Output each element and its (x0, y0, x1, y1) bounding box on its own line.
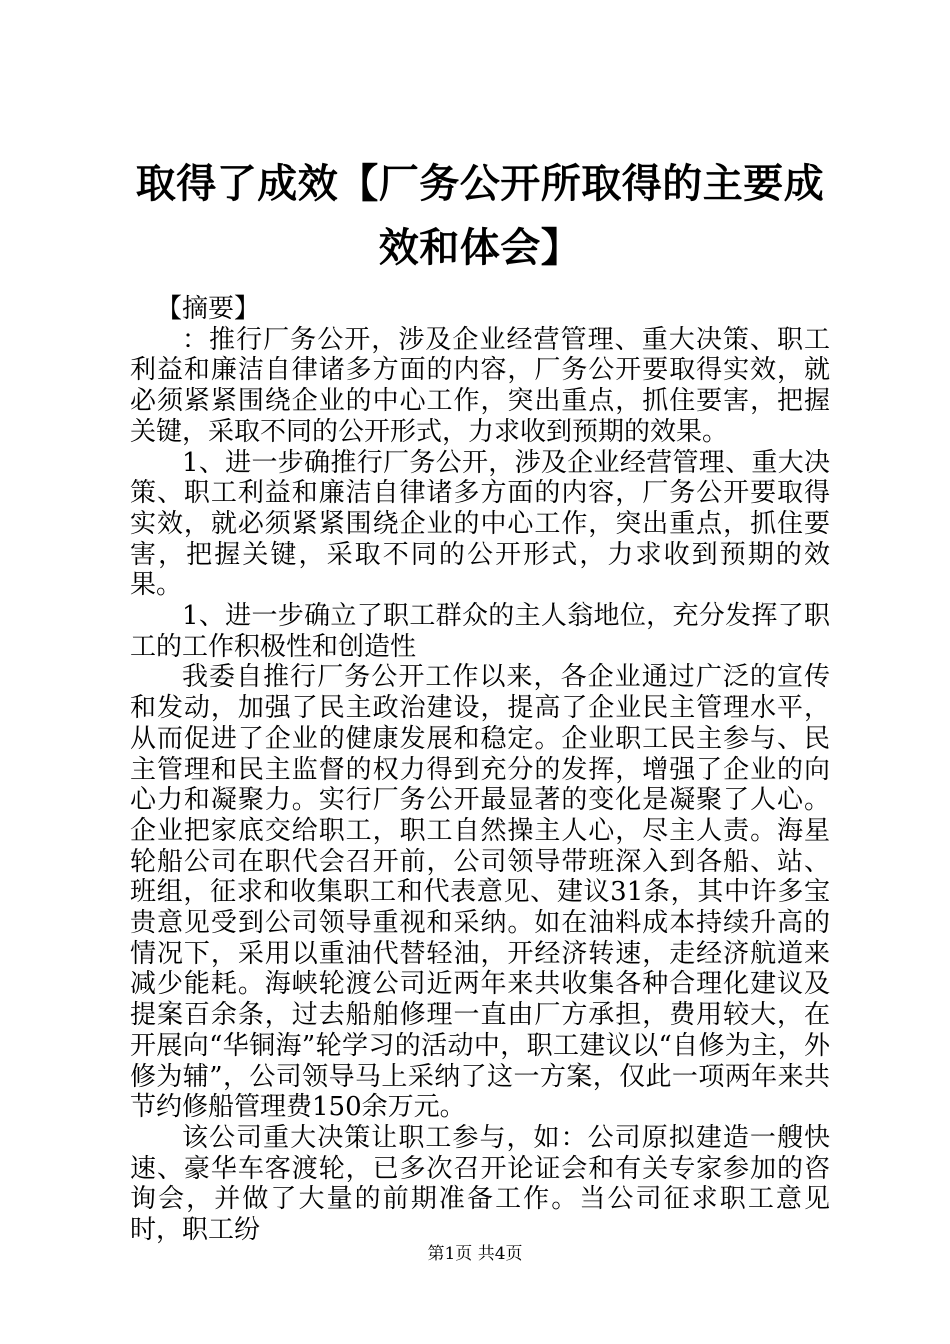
page-number-footer: 第1页 共4页 (427, 1244, 523, 1264)
paragraph: 1、进一步确推行厂务公开，涉及企业经营管理、重大决策、职工利益和廉洁自律诸多方面的内容，厂务公开要取得实效，就必须紧紧围绕企业的中心工作，突出重点，抓住要害，把握关键，采取不同的公开形式，力求收到预期的效果。 (130, 447, 830, 601)
page-title: 取得了成效【厂务公开所取得的主要成效和体会】 (135, 161, 825, 271)
paragraph: ：推行厂务公开，涉及企业经营管理、重大决策、职工利益和廉洁自律诸多方面的内容，厂务公开要取得实效，就必须紧紧围绕企业的中心工作，突出重点，抓住要害，把握关键，采取不同的公开形式，力求收到预期的效果。 (130, 324, 830, 447)
paragraph: 1、进一步确立了职工群众的主人翁地位，充分发挥了职工的工作积极性和创造性 (130, 601, 830, 662)
paragraph: 该公司重大决策让职工参与，如：公司原拟建造一艘快速、豪华车客渡轮，已多次召开论证会和有关专家参加的咨询会，并做了大量的前期准备工作。当公司征求职工意见时，职工纷 (130, 1122, 830, 1246)
paragraph: 我委自推行厂务公开工作以来，各企业通过广泛的宣传和发动，加强了民主政治建设，提高了企业民主管理水平，从而促进了企业的健康发展和稳定。企业职工民主参与、民主管理和民主监督的权力得到充分的发挥，增强了企业的向心力和凝聚力。实行厂务公开最显著的变化是凝聚了人心。企业把家底交给职工，职工自然操主人心，尽主人责。海星轮船公司在职代会召开前，公司领导带班深入到各船、站、班组，征求和收集职工和代表意见、建议31条，其中许多宝贵意见受到公司领导重视和采纳。如在油料成本持续升高的情况下，采用以重油代替轻油，开经济转速，走经济航道来减少能耗。海峡轮渡公司近两年来共收集各种合理化建议及提案百余条，过去船舶修理一直由厂方承担，费用较大，在开展向“华铜海”轮学习的活动中，职工建议以“自修为主，外修为辅”，公司领导马上采纳了这一方案，仅此一项两年来共节约修船管理费150余万元。 (130, 662, 830, 1123)
abstract-label: 【摘要】 (156, 294, 261, 324)
document-body (130, 294, 830, 1246)
